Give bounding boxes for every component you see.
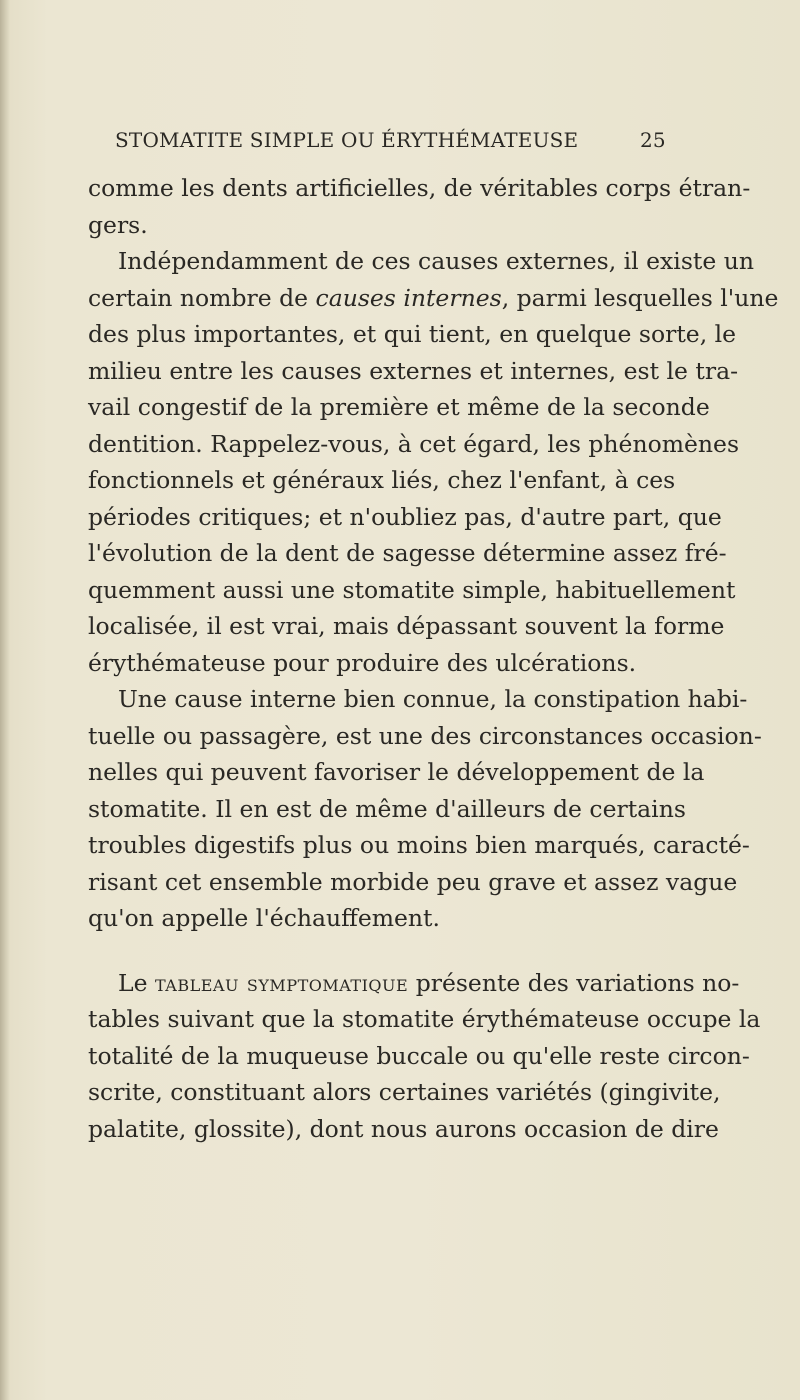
text-fragment: , parmi lesquelles l'une bbox=[501, 283, 779, 312]
text-line: fonctionnels et généraux liés, chez l'enfant, à ces bbox=[88, 466, 676, 494]
text-line: gers. bbox=[88, 210, 148, 239]
paragraph-start-line: Indépendamment de ces causes externes, il existe un bbox=[118, 247, 754, 275]
text-line: l'évolution de la dent de sagesse détermine assez fré- bbox=[88, 539, 727, 567]
page-header bbox=[115, 128, 665, 158]
binding-edge bbox=[0, 0, 10, 1400]
body-text bbox=[88, 170, 779, 1147]
text-line: scrite, constituant alors certaines variétés (gingivite, bbox=[88, 1078, 721, 1106]
text-line: stomatite. Il en est de même d'ailleurs de certains bbox=[88, 794, 686, 823]
text-line: risant cet ensemble morbide peu grave et assez vague bbox=[88, 867, 738, 896]
text-line: qu'on appelle l'échauffement. bbox=[88, 904, 440, 932]
text-line: érythémateuse pour produire des ulcérations. bbox=[88, 648, 637, 677]
italic-term: causes internes bbox=[315, 283, 502, 312]
text-fragment: Le bbox=[118, 968, 155, 997]
small-caps-term: tableau symptomatique bbox=[154, 968, 409, 997]
text-line: vail congestif de la première et même de la seconde bbox=[88, 393, 710, 421]
text-line bbox=[88, 280, 779, 317]
page-number: 25 bbox=[640, 128, 666, 152]
running-head: STOMATITE SIMPLE OU ÉRYTHÉMATEUSE bbox=[115, 128, 579, 152]
text-line: tuelle ou passagère, est une des circonstances occasion- bbox=[88, 721, 762, 750]
paragraph-start-line bbox=[88, 965, 740, 1002]
paragraph-gap bbox=[88, 937, 668, 965]
text-line: milieu entre les causes externes et internes, est le tra- bbox=[88, 356, 739, 385]
text-line: localisée, il est vrai, mais dépassant souvent la forme bbox=[88, 612, 725, 640]
text-fragment: présente des variations no- bbox=[408, 968, 740, 997]
text-line: palatite, glossite), dont nous aurons occasion de dire bbox=[88, 1114, 719, 1143]
text-line: troubles digestifs plus ou moins bien marqués, caracté- bbox=[88, 831, 750, 859]
text-line: quemment aussi une stomatite simple, habituellement bbox=[88, 575, 736, 604]
text-line: périodes critiques; et n'oubliez pas, d'autre part, que bbox=[88, 502, 722, 531]
paragraph-start-line: Une cause interne bien connue, la constipation habi- bbox=[118, 685, 748, 713]
text-fragment: certain nombre de bbox=[88, 283, 316, 312]
text-line: tables suivant que la stomatite érythémateuse occupe la bbox=[88, 1005, 761, 1033]
text-line: des plus importantes, et qui tient, en quelque sorte, le bbox=[88, 320, 737, 348]
text-line: dentition. Rappelez-vous, à cet égard, les phénomènes bbox=[88, 429, 740, 458]
text-line: nelles qui peuvent favoriser le développement de la bbox=[88, 758, 705, 786]
text-line: comme les dents artificielles, de véritables corps étran- bbox=[88, 174, 751, 202]
text-line: totalité de la muqueuse buccale ou qu'elle reste circon- bbox=[88, 1041, 750, 1070]
